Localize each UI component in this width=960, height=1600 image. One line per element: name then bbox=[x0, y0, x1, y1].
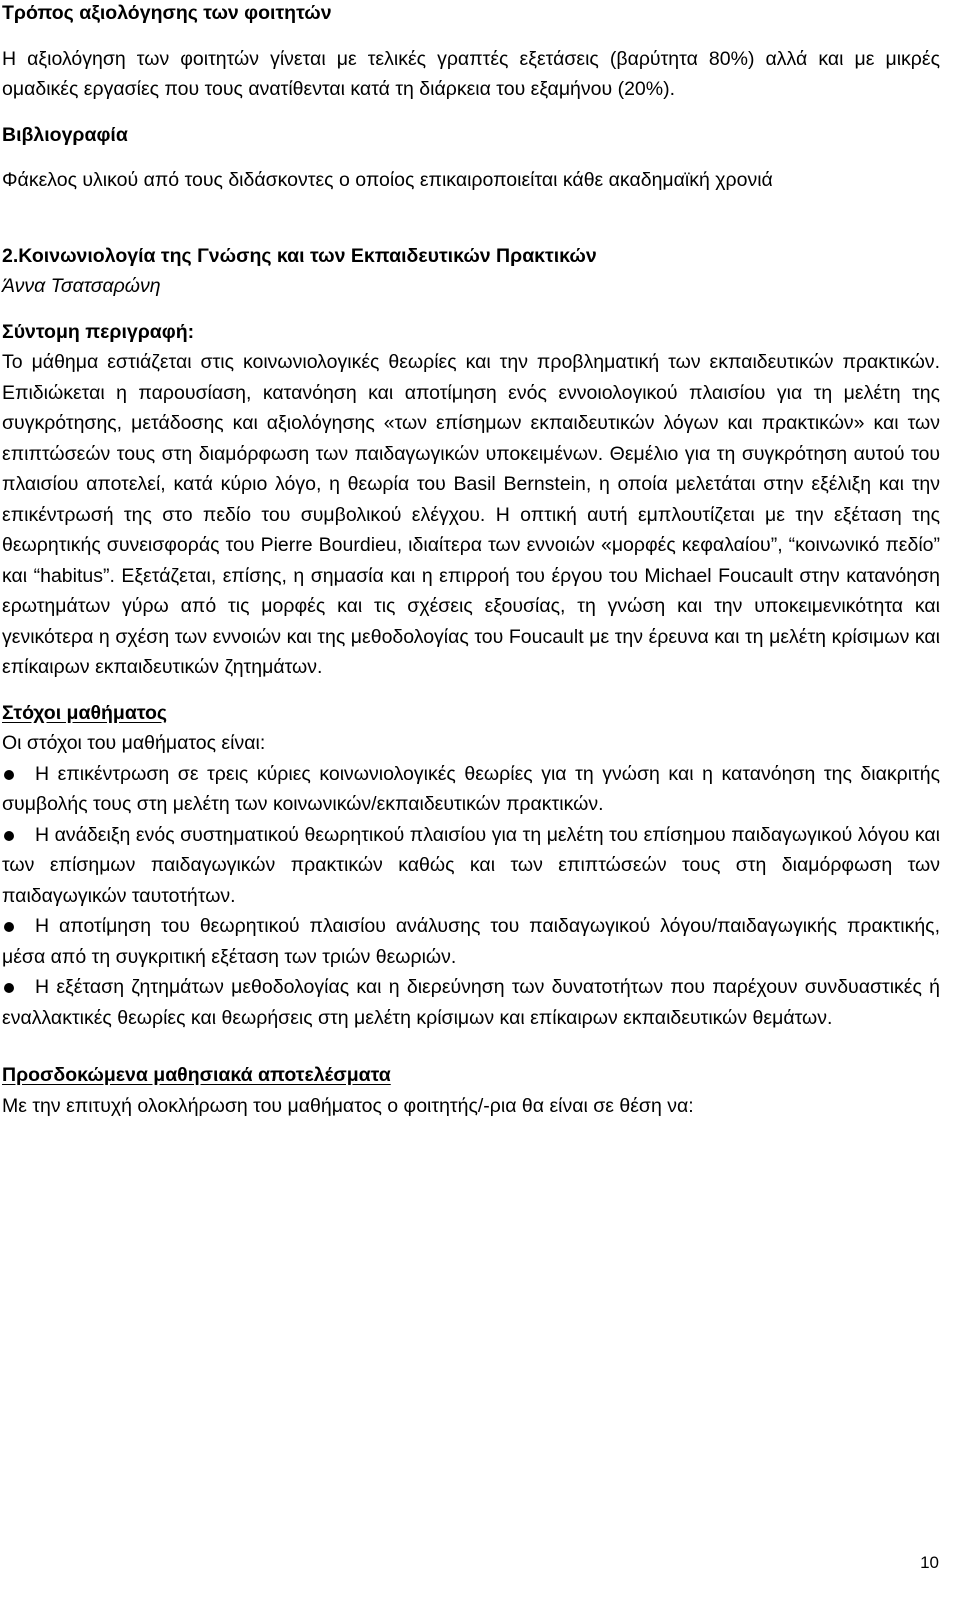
goal-item-text: Η επικέντρωση σε τρεις κύριες κοινωνιολογικές θεωρίες για τη γνώση και η κατανόηση της διακριτής συμβολής τους στη μελέτη των κοινωνικών/εκπαιδευτικών πρακτικών. bbox=[2, 762, 940, 815]
outcomes-heading: Προσδοκώμενα μαθησιακά αποτελέσματα bbox=[2, 1064, 391, 1086]
assessment-text: Η αξιολόγηση των φοιτητών γίνεται με τελικές γραπτές εξετάσεις (βαρύτητα 80%) αλλά και με μικρές ομαδικές εργασίες που τους ανατίθενται κατά τη διάρκεια του εξαμήνου (20%). bbox=[2, 47, 940, 100]
course-instructor: Άννα Τσατσαρώνη bbox=[2, 275, 161, 297]
course-title: 2.Κοινωνιολογία της Γνώσης και των Εκπαιδευτικών Πρακτικών bbox=[2, 244, 597, 267]
assessment-heading: Τρόπος αξιολόγησης των φοιτητών bbox=[2, 2, 332, 24]
spacer bbox=[2, 29, 940, 44]
page-number: 10 bbox=[920, 1553, 939, 1572]
goal-item bbox=[2, 911, 940, 972]
bullet-icon bbox=[4, 770, 14, 780]
spacer bbox=[2, 683, 940, 698]
bullet-icon bbox=[4, 831, 14, 841]
spacer bbox=[2, 196, 940, 241]
spacer bbox=[2, 302, 940, 317]
goal-item bbox=[2, 759, 940, 820]
goal-item bbox=[2, 820, 940, 912]
goal-item-text: Η ανάδειξη ενός συστηματικού θεωρητικού πλαισίου για τη μελέτη του επίσημου παιδαγωγικού λόγου και των επίσημων παιδαγωγικών πρακτικών καθώς και των επιπτώσεών τους στη διαμόρφωση των παιδαγωγικών ταυτοτήτων. bbox=[2, 823, 940, 907]
bullet-icon bbox=[4, 983, 14, 993]
bullet-icon bbox=[4, 922, 14, 932]
bibliography-heading: Βιβλιογραφία bbox=[2, 123, 128, 146]
summary-heading: Σύντομη περιγραφή: bbox=[2, 320, 195, 343]
outcomes-intro: Με την επιτυχή ολοκλήρωση του μαθήματος ο φοιτητής/-ρια θα είναι σε θέση να: bbox=[2, 1094, 694, 1117]
goals-intro: Οι στόχοι του μαθήματος είναι: bbox=[2, 732, 266, 754]
goal-item-text: Η αποτίμηση του θεωρητικού πλαισίου ανάλυσης του παιδαγωγικού λόγου/παιδαγωγικής πρακτικής, μέσα από τη συγκριτική εξέταση των τριών θεωριών. bbox=[2, 915, 940, 968]
goals-heading: Στόχοι μαθήματος bbox=[2, 701, 168, 724]
spacer bbox=[2, 1033, 940, 1060]
spacer bbox=[2, 105, 940, 120]
spacer bbox=[2, 150, 940, 165]
goals-list bbox=[2, 759, 940, 1034]
goal-item bbox=[2, 972, 940, 1033]
page-content bbox=[2, 0, 940, 1121]
bibliography-text: Φάκελος υλικού από τους διδάσκοντες ο οποίος επικαιροποιείται κάθε ακαδημαϊκή χρονιά bbox=[2, 169, 773, 191]
goal-item-text: Η εξέταση ζητημάτων μεθοδολογίας και η διερεύνηση των δυνατοτήτων που παρέχουν συνδυαστικές ή εναλλακτικές θεωρίες και θεωρήσεις στη μελέτη κρίσιμων και επίκαιρων εκπαιδευτικών θεμάτων. bbox=[2, 976, 940, 1029]
summary-text: Το μάθημα εστιάζεται στις κοινωνιολογικές θεωρίες και την προβληματική των εκπαιδευτικών πρακτικών. Επιδιώκεται η παρουσίαση, κατανόηση και αποτίμηση ενός εννοιολογικού πλαισίου για τη μελέτη της συγκρότησης, μετάδοσης και αξιολόγησης «των επίσημων εκπαιδευτικών λόγων και πρακτικών» και των επιπτώσεών τους στη διαμόρφωση των παιδαγωγικών υποκειμένων. Θεμέλιο για τη συγκρότηση αυτού του πλαισίου αποτελεί, κατά κύριο λόγο, η θεωρία του Basil Bernstein, η οποία μελετάται στην εξέλιξη και την επικέντρωσή της στο πεδίο του συμβολικού ελέγχου. Η οπτική αυτή εμπλουτίζεται με την εξέταση της θεωρητικής συνεισφοράς του Pierre Bourdieu, ιδιαίτερα των εννοιών «μορφές κεφαλαίου”, “κοινωνικό πεδίο” και “habitus”. Εξετάζεται, επίσης, η σημασία και η επιρροή του έργου του Michael Foucault στην κατανόηση ερωτημάτων γύρω από τις μορφές και τις σχέσεις εξουσίας, τη γνώση και την υποκειμενικότητα και γενικότερα η σχέση των εννοιών και της μεθοδολογίας του Foucault με την έρευνα και τη μελέτη κρίσιμων και επίκαιρων εκπαιδευτικών ζητημάτων. bbox=[2, 351, 940, 678]
